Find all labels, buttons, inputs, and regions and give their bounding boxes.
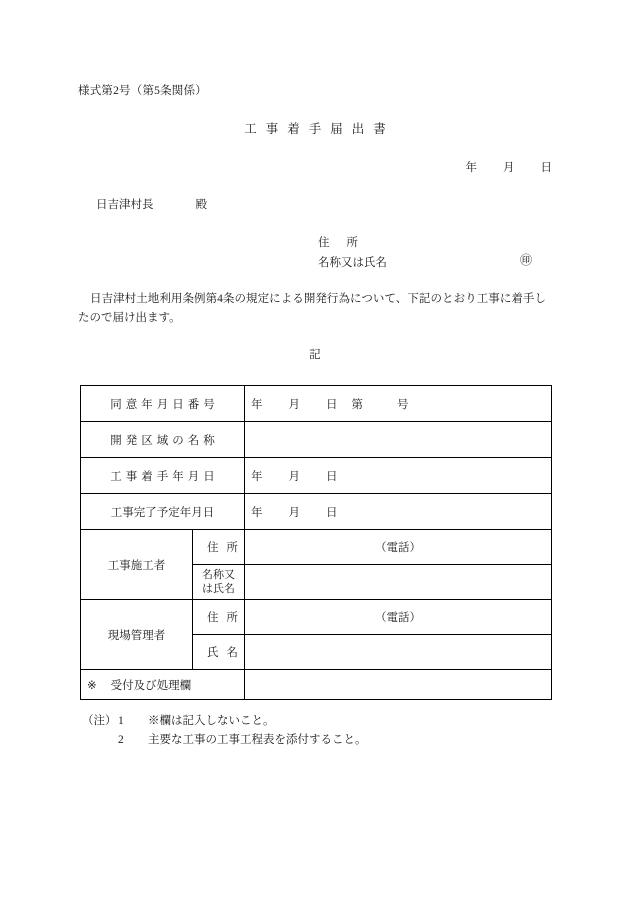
table-row-consent-date <box>81 386 552 422</box>
page-title: 工事着手届出書 <box>244 122 395 136</box>
date-month-label: 月 <box>503 162 515 174</box>
table-row-area-name <box>81 422 552 458</box>
label-site-manager: 現場管理者 <box>81 600 193 670</box>
value-receipt <box>245 670 552 700</box>
applicant-block <box>318 233 532 273</box>
start-year-label: 年 <box>251 470 263 483</box>
value-manager-name[interactable] <box>245 635 552 670</box>
consent-no-prefix: 第 <box>351 398 363 411</box>
start-month-label: 月 <box>288 470 300 483</box>
start-day-label: 日 <box>326 470 338 483</box>
date-year-label: 年 <box>465 162 477 174</box>
date-line <box>0 159 552 175</box>
consent-year-label: 年 <box>251 398 263 411</box>
notes-block <box>82 712 367 750</box>
notes-marker: （注） <box>82 715 117 727</box>
value-contractor-name[interactable] <box>245 565 552 600</box>
table-row-receipt <box>81 670 552 700</box>
note-number: 1 <box>118 715 124 727</box>
applicant-name-label: 名称又は氏名 <box>318 257 387 269</box>
table-row-contractor-address <box>81 530 552 565</box>
consent-no-suffix: 号 <box>397 398 409 411</box>
label-contractor-address: 住所 <box>193 530 245 565</box>
label-manager-address: 住所 <box>193 600 245 635</box>
label-area-name: 開発区域の名称 <box>81 422 245 458</box>
applicant-name-row <box>318 253 532 273</box>
note-item <box>82 731 367 750</box>
label-contractor-name <box>193 565 245 600</box>
applicant-address-label: 住所 <box>318 237 375 249</box>
label-receipt <box>81 670 245 700</box>
table-row-completion-date <box>81 494 552 530</box>
note-text: ※欄は記入しないこと。 <box>148 715 275 727</box>
completion-month-label: 月 <box>288 506 300 519</box>
form-table <box>80 385 552 700</box>
completion-day-label: 日 <box>326 506 338 519</box>
ki-mark: 記 <box>309 349 321 361</box>
value-consent-date[interactable] <box>245 386 552 422</box>
consent-day-label: 日 <box>326 398 338 411</box>
seal-icon: ㊞ <box>519 253 532 267</box>
receipt-label-text: 受付及び処理欄 <box>110 679 192 692</box>
label-consent-date: 同意年月日番号 <box>81 386 245 422</box>
form-code: 様式第2号（第5条関係） <box>78 85 207 97</box>
consent-month-label: 月 <box>288 398 300 411</box>
applicant-address-row <box>318 233 532 253</box>
value-completion-date[interactable] <box>245 494 552 530</box>
label-manager-name: 氏名 <box>193 635 245 670</box>
addressee-office: 日吉津村長 <box>96 199 154 211</box>
note-text: 主要な工事の工事工程表を添付すること。 <box>148 734 367 746</box>
value-contractor-address[interactable]: （電話） <box>245 530 552 565</box>
note-number: 2 <box>118 734 124 746</box>
table-row-start-date <box>81 458 552 494</box>
completion-year-label: 年 <box>251 506 263 519</box>
body-paragraph: 日吉津村土地利用条例第4条の規定による開発行為について、下記のとおり工事に着手したので届け出ます。 <box>78 293 546 324</box>
label-completion-date: 工事完了予定年月日 <box>81 494 245 530</box>
addressee-honorific: 殿 <box>195 199 207 211</box>
addressee <box>96 196 207 212</box>
table-row-manager-address <box>81 600 552 635</box>
label-contractor-name-line1: 名称又 <box>202 569 235 581</box>
date-day-label: 日 <box>540 162 552 174</box>
label-contractor: 工事施工者 <box>81 530 193 600</box>
value-start-date[interactable] <box>245 458 552 494</box>
value-manager-address[interactable]: （電話） <box>245 600 552 635</box>
label-contractor-name-line2: は氏名 <box>202 583 235 595</box>
receipt-asterisk-icon: ※ <box>87 679 97 692</box>
value-area-name[interactable] <box>245 422 552 458</box>
label-start-date: 工事着手年月日 <box>81 458 245 494</box>
note-item <box>82 712 367 731</box>
